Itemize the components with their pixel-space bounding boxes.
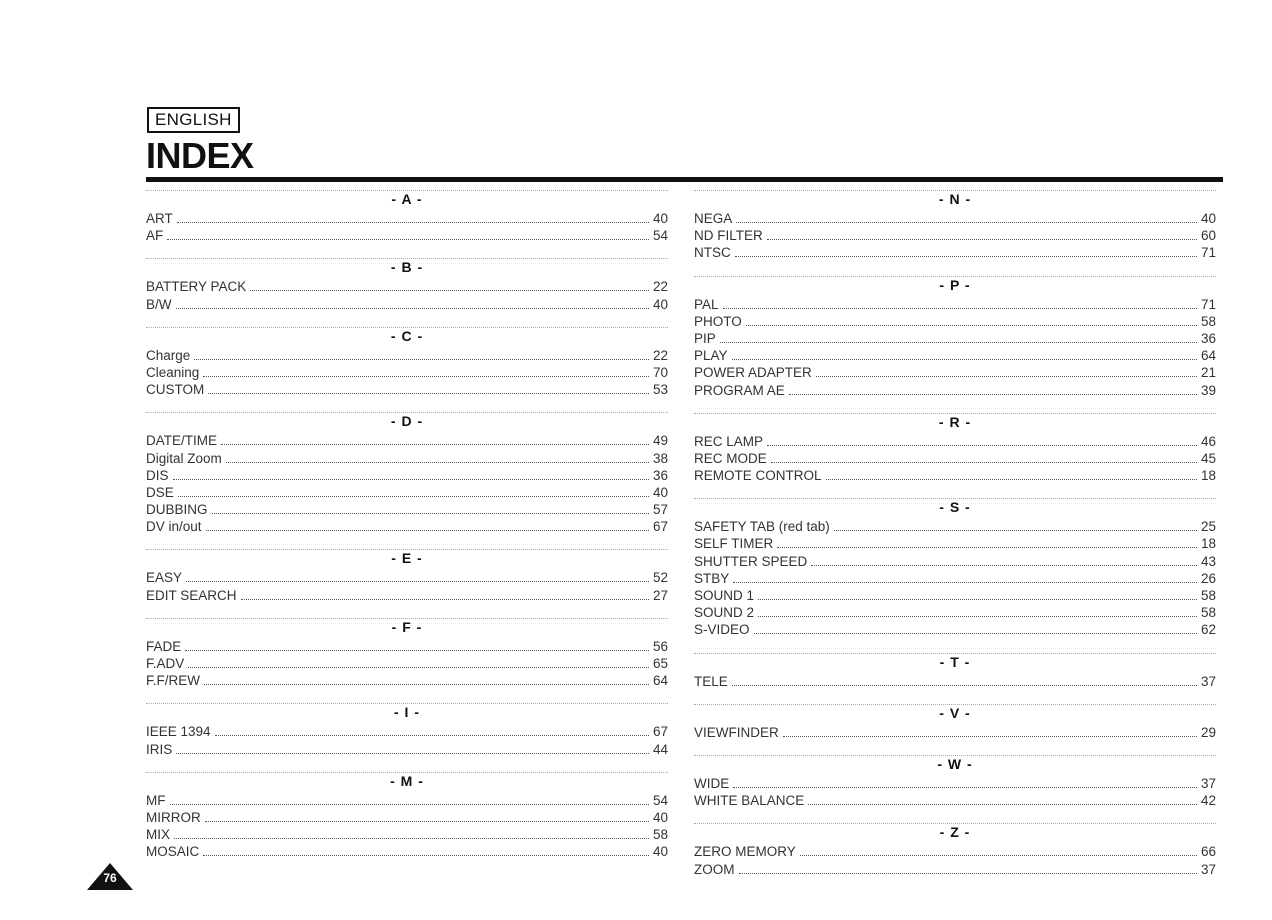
dot-leader <box>178 496 649 497</box>
dot-leader <box>167 239 649 240</box>
section-header <box>694 700 1216 724</box>
section-gap <box>694 262 1216 272</box>
index-entry <box>146 655 668 672</box>
section-header <box>694 186 1216 210</box>
page-number-badge <box>87 863 133 890</box>
index-entry <box>146 826 668 843</box>
entry-page: 52 <box>652 570 668 586</box>
index-section <box>694 819 1216 887</box>
index-entry <box>694 313 1216 330</box>
index-entry <box>694 347 1216 364</box>
section-header <box>146 408 668 432</box>
section-gap <box>146 244 668 254</box>
entry-page: 25 <box>1200 519 1216 535</box>
index-section <box>694 272 1216 409</box>
section-letter: - R - <box>933 414 977 430</box>
entry-term: DSE <box>146 484 174 500</box>
dot-leader <box>723 308 1197 309</box>
section-gap <box>694 639 1216 649</box>
dot-leader <box>208 393 649 394</box>
entry-term: MIX <box>146 827 171 843</box>
dot-leader <box>771 462 1197 463</box>
index-entry <box>694 621 1216 638</box>
section-letter: - V - <box>933 705 976 721</box>
entry-term: Cleaning <box>146 364 200 380</box>
index-entry <box>694 673 1216 690</box>
section-header <box>694 272 1216 296</box>
entry-term: ART <box>146 211 173 226</box>
index-entry <box>146 210 668 227</box>
dot-leader <box>754 633 1197 634</box>
entry-page: 22 <box>652 279 668 295</box>
index-entry <box>694 553 1216 570</box>
section-header <box>146 254 668 278</box>
index-entry <box>146 741 668 758</box>
entry-page: 40 <box>652 484 668 500</box>
section-gap <box>146 758 668 768</box>
section-letter: - F - <box>386 619 429 635</box>
entry-term: CUSTOM <box>146 382 205 398</box>
section-gap <box>146 604 668 614</box>
section-header <box>694 409 1216 433</box>
section-letter: - B - <box>385 259 429 275</box>
entry-term: MIRROR <box>146 809 201 825</box>
entry-page: 70 <box>652 364 668 380</box>
entry-term: STBY <box>694 570 730 586</box>
index-entry <box>694 227 1216 244</box>
index-section <box>146 408 668 545</box>
index-section <box>146 323 668 409</box>
dot-leader <box>250 290 649 291</box>
entry-page: 39 <box>1200 382 1216 398</box>
dot-leader <box>173 479 649 480</box>
entry-page: 46 <box>1200 433 1216 449</box>
section-letter: - M - <box>384 773 430 789</box>
entry-page: 40 <box>652 211 668 226</box>
entry-term: NEGA <box>694 211 733 226</box>
dot-leader <box>758 616 1197 617</box>
entry-term: PIP <box>694 330 716 346</box>
index-entry <box>146 347 668 364</box>
entry-page: 58 <box>1200 605 1216 621</box>
dot-leader <box>186 581 649 582</box>
index-entry <box>694 518 1216 535</box>
entry-page: 44 <box>652 741 668 757</box>
entry-page: 40 <box>652 809 668 825</box>
entry-page: 67 <box>652 519 668 535</box>
entry-page: 56 <box>652 638 668 654</box>
entry-term: IEEE 1394 <box>146 724 211 740</box>
dot-leader <box>808 804 1197 805</box>
dot-leader <box>241 599 649 600</box>
entry-term: ZOOM <box>694 861 735 877</box>
index-column-left <box>146 186 668 871</box>
index-section <box>146 699 668 767</box>
index-entry <box>694 450 1216 467</box>
entry-page: 37 <box>1200 673 1216 689</box>
index-entry <box>694 724 1216 741</box>
index-entry <box>146 792 668 809</box>
index-entry <box>146 672 668 689</box>
index-entry <box>694 861 1216 878</box>
entry-term: SOUND 1 <box>694 588 755 603</box>
index-entry <box>146 227 668 244</box>
entry-page: 43 <box>1200 553 1216 569</box>
entry-term: REMOTE CONTROL <box>694 468 822 484</box>
section-letter: - W - <box>931 756 978 772</box>
entry-page: 29 <box>1200 724 1216 740</box>
entry-page: 26 <box>1200 570 1216 586</box>
index-entry <box>146 450 668 467</box>
section-gap <box>694 741 1216 751</box>
entry-page: 37 <box>1200 861 1216 877</box>
dot-leader <box>221 444 649 445</box>
dot-leader <box>834 530 1197 531</box>
section-letter: - Z - <box>934 824 977 840</box>
entry-page: 54 <box>652 228 668 244</box>
page-title: INDEX <box>146 135 254 176</box>
entry-term: FADE <box>146 638 182 654</box>
index-entry <box>694 382 1216 399</box>
dot-leader <box>732 685 1197 686</box>
entry-page: 58 <box>1200 588 1216 603</box>
dot-leader <box>176 308 649 309</box>
dot-leader <box>735 256 1197 257</box>
section-letter: - N - <box>933 191 977 207</box>
dot-leader <box>800 855 1197 856</box>
index-entry <box>146 467 668 484</box>
dot-leader <box>767 445 1197 446</box>
entry-page: 64 <box>652 673 668 689</box>
section-gap <box>146 398 668 408</box>
section-gap <box>146 861 668 871</box>
entry-page: 27 <box>652 587 668 603</box>
section-header <box>694 494 1216 518</box>
dot-leader <box>732 359 1197 360</box>
dot-leader <box>205 821 649 822</box>
index-entry <box>694 792 1216 809</box>
entry-page: 66 <box>1200 844 1216 860</box>
index-entry <box>694 296 1216 313</box>
entry-page: 40 <box>1200 211 1216 226</box>
entry-term: BATTERY PACK <box>146 279 247 295</box>
index-section <box>694 186 1216 272</box>
index-section <box>694 700 1216 751</box>
index-section <box>146 186 668 254</box>
entry-page: 42 <box>1200 793 1216 809</box>
entry-term: Digital Zoom <box>146 450 222 466</box>
entry-term: WIDE <box>694 775 730 791</box>
section-letter: - D - <box>385 413 429 429</box>
entry-term: REC MODE <box>694 450 767 466</box>
index-entry <box>146 569 668 586</box>
entry-term: NTSC <box>694 245 731 261</box>
entry-term: ND FILTER <box>694 228 763 244</box>
index-entry <box>694 604 1216 621</box>
index-entry <box>146 843 668 860</box>
dot-leader <box>746 325 1197 326</box>
index-entry <box>146 638 668 655</box>
entry-term: IRIS <box>146 741 173 757</box>
dot-leader <box>739 873 1197 874</box>
entry-term: PLAY <box>694 348 728 364</box>
title-divider <box>146 177 1223 182</box>
section-letter: - S - <box>933 499 976 515</box>
section-gap <box>694 809 1216 819</box>
index-entry <box>146 723 668 740</box>
index-entry <box>694 210 1216 227</box>
entry-term: DATE/TIME <box>146 433 218 449</box>
entry-term: DUBBING <box>146 502 208 518</box>
entry-term: MOSAIC <box>146 844 200 860</box>
entry-term: SELF TIMER <box>694 536 774 552</box>
section-header <box>694 649 1216 673</box>
entry-page: 62 <box>1200 622 1216 638</box>
entry-term: PAL <box>694 296 719 312</box>
entry-term: PHOTO <box>694 313 742 329</box>
dot-leader <box>215 735 649 736</box>
dot-leader <box>826 479 1197 480</box>
entry-term: F.F/REW <box>146 673 200 689</box>
index-section <box>146 614 668 700</box>
entry-term: EASY <box>146 570 183 586</box>
entry-page: 65 <box>652 656 668 671</box>
dot-leader <box>733 787 1197 788</box>
dot-leader <box>767 239 1197 240</box>
dot-leader <box>777 547 1197 548</box>
dot-leader <box>176 753 649 754</box>
entry-term: F.ADV <box>146 656 185 671</box>
index-entry <box>146 587 668 604</box>
entry-page: 58 <box>1200 313 1216 329</box>
index-entry <box>146 484 668 501</box>
entry-term: ZERO MEMORY <box>694 844 796 860</box>
entry-term: SHUTTER SPEED <box>694 553 808 569</box>
section-letter: - E - <box>385 550 428 566</box>
entry-page: 67 <box>652 724 668 740</box>
entry-term: MF <box>146 792 166 808</box>
entry-term: AF <box>146 228 164 244</box>
entry-term: REC LAMP <box>694 433 764 449</box>
index-entry <box>146 364 668 381</box>
entry-term: PROGRAM AE <box>694 382 785 398</box>
section-header <box>146 186 668 210</box>
entry-term: DV in/out <box>146 519 202 535</box>
index-entry <box>694 775 1216 792</box>
dot-leader <box>170 804 649 805</box>
entry-page: 36 <box>1200 330 1216 346</box>
entry-term: SOUND 2 <box>694 605 755 621</box>
index-section <box>694 494 1216 648</box>
index-column-right <box>694 186 1216 888</box>
dot-leader <box>204 684 649 685</box>
dot-leader <box>720 342 1197 343</box>
entry-page: 18 <box>1200 536 1216 552</box>
index-entry <box>694 364 1216 381</box>
section-gap <box>694 878 1216 888</box>
entry-term: DIS <box>146 467 169 483</box>
index-entry <box>694 535 1216 552</box>
dot-leader <box>188 667 649 668</box>
section-letter: - P - <box>933 277 976 293</box>
dot-leader <box>736 222 1197 223</box>
dot-leader <box>226 462 649 463</box>
index-entry <box>694 244 1216 261</box>
index-section <box>146 768 668 871</box>
index-entry <box>694 433 1216 450</box>
dot-leader <box>783 736 1197 737</box>
entry-page: 71 <box>1200 296 1216 312</box>
section-header <box>146 323 668 347</box>
entry-page: 21 <box>1200 365 1216 381</box>
dot-leader <box>174 838 649 839</box>
dot-leader <box>733 582 1197 583</box>
index-entry <box>146 296 668 313</box>
section-gap <box>694 690 1216 700</box>
index-section <box>694 409 1216 495</box>
entry-page: 54 <box>652 792 668 808</box>
entry-page: 53 <box>652 382 668 398</box>
dot-leader <box>203 855 649 856</box>
entry-page: 22 <box>652 347 668 363</box>
entry-page: 58 <box>652 827 668 843</box>
dot-leader <box>789 394 1197 395</box>
section-letter: - C - <box>385 328 429 344</box>
section-gap <box>146 313 668 323</box>
section-header <box>146 699 668 723</box>
index-section <box>146 545 668 613</box>
dot-leader <box>194 359 649 360</box>
entry-page: 40 <box>652 844 668 860</box>
entry-page: 71 <box>1200 245 1216 261</box>
index-entry <box>146 432 668 449</box>
section-header <box>694 819 1216 843</box>
index-entry <box>146 518 668 535</box>
section-header <box>694 751 1216 775</box>
index-entry <box>694 467 1216 484</box>
dot-leader <box>203 376 649 377</box>
entry-page: 60 <box>1200 228 1216 244</box>
entry-page: 40 <box>652 296 668 312</box>
dot-leader <box>177 222 649 223</box>
entry-term: TELE <box>694 673 728 689</box>
section-gap <box>146 689 668 699</box>
entry-page: 49 <box>652 433 668 449</box>
dot-leader <box>206 530 649 531</box>
index-entry <box>146 809 668 826</box>
entry-term: VIEWFINDER <box>694 724 779 740</box>
index-section <box>146 254 668 322</box>
index-section <box>694 649 1216 700</box>
entry-page: 38 <box>652 450 668 466</box>
entry-term: S-VIDEO <box>694 622 750 638</box>
index-entry <box>146 278 668 295</box>
entry-page: 37 <box>1200 775 1216 791</box>
section-letter: - A - <box>385 191 428 207</box>
entry-page: 57 <box>652 502 668 518</box>
index-entry <box>146 501 668 518</box>
entry-page: 64 <box>1200 348 1216 364</box>
section-gap <box>694 484 1216 494</box>
language-badge: ENGLISH <box>147 107 240 133</box>
index-entry <box>694 587 1216 604</box>
index-section <box>694 751 1216 819</box>
section-letter: - I - <box>388 704 426 720</box>
entry-page: 18 <box>1200 468 1216 484</box>
index-entry <box>694 843 1216 860</box>
entry-page: 36 <box>652 467 668 483</box>
dot-leader <box>758 599 1197 600</box>
entry-term: Charge <box>146 347 191 363</box>
dot-leader <box>212 513 649 514</box>
entry-term: B/W <box>146 296 172 312</box>
index-entry <box>694 570 1216 587</box>
page-number: 76 <box>103 871 117 885</box>
entry-term: WHITE BALANCE <box>694 793 805 809</box>
section-header <box>146 768 668 792</box>
section-letter: - T - <box>934 654 977 670</box>
section-gap <box>146 535 668 545</box>
index-entry <box>694 330 1216 347</box>
dot-leader <box>185 650 649 651</box>
entry-term: EDIT SEARCH <box>146 587 237 603</box>
section-gap <box>694 399 1216 409</box>
dot-leader <box>811 565 1197 566</box>
entry-term: SAFETY TAB (red tab) <box>694 519 830 535</box>
section-header <box>146 545 668 569</box>
dot-leader <box>816 376 1197 377</box>
entry-page: 45 <box>1200 450 1216 466</box>
section-header <box>146 614 668 638</box>
entry-term: POWER ADAPTER <box>694 365 812 381</box>
index-entry <box>146 381 668 398</box>
